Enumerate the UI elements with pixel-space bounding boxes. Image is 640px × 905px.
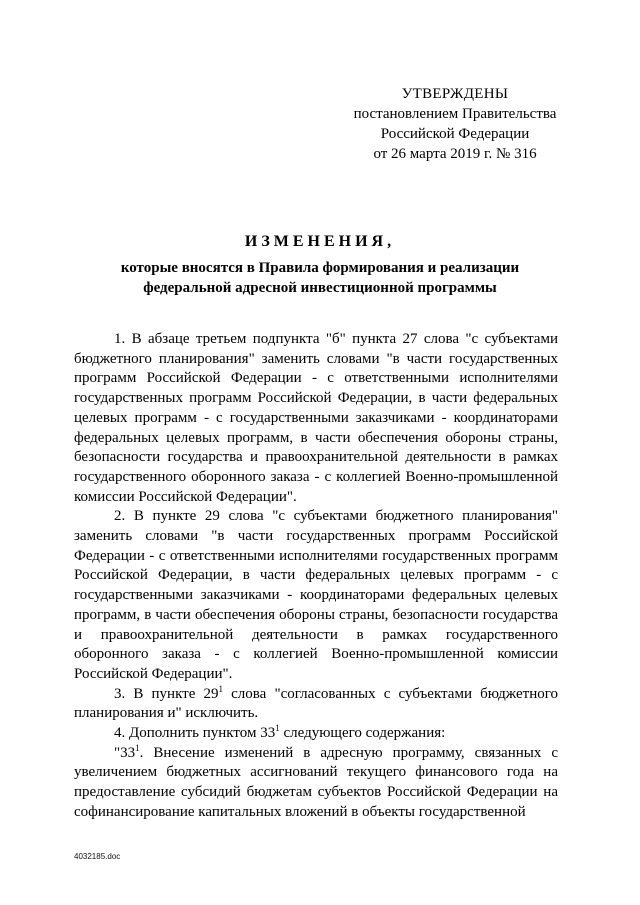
paragraph-5-start: "33	[114, 744, 136, 761]
paragraph-5-end: . Внесение изменений в адресную программу, связанных с увеличением бюджетных ассигнований текущего финансового года на предоставление субсидий бюджетам субъектов Российской Федерации на софинансирование капитальных вложений в объекты государственной	[74, 744, 558, 820]
paragraph-4-start: 4. Дополнить пунктом 33	[114, 725, 276, 742]
paragraph-3	[74, 685, 558, 724]
superscript: 1	[218, 683, 224, 694]
paragraph-4	[74, 724, 558, 744]
paragraph-3-start: 3. В пункте 29	[114, 685, 219, 702]
paragraph-3-end: слова "согласованных с субъектами бюджетного планирования и" исключить.	[74, 685, 558, 722]
file-name-footer: 4032185.doc	[74, 852, 121, 861]
approval-line-1: постановлением Правительства	[353, 106, 557, 122]
approval-line-2: Российской Федерации	[380, 126, 530, 142]
subtitle-line-1: которые вносятся в Правила формирования и реализации	[120, 260, 520, 276]
approval-date-number: от 26 марта 2019 г. № 316	[373, 146, 537, 162]
paragraph-2: 2. В пункте 29 слова "с субъектами бюджетного планирования" заменить словами "в части государственных программ Российской Федерации - с ответственными исполнителями государственных программ Российской Федерации, в части федеральных целевых программ - с государственными заказчиками - координаторами федеральных целевых программ, в части обеспечения обороны страны, безопасности государства и правоохранительной деятельности в рамках государственного оборонного заказа - с коллегией Военно-промышленной комиссии Российской Федерации".	[74, 508, 558, 682]
document-body	[74, 330, 558, 823]
document-title: ИЗМЕНЕНИЯ,	[244, 233, 396, 250]
approval-block	[330, 84, 580, 164]
paragraph-4-end: следующего содержания:	[279, 725, 446, 742]
superscript: 1	[275, 723, 280, 734]
paragraph-5	[74, 744, 558, 823]
superscript: 1	[135, 742, 140, 753]
document-subtitle	[90, 258, 550, 298]
paragraph-1: 1. В абзаце третьем подпункта "б" пункта 27 слова "с субъектами бюджетного планирования" заменить словами "в части государственных программ Российской Федерации - с ответственными исполнителями государственных программ Российской Федерации, в части федеральных целевых программ - с государственными заказчиками - координаторами федеральных целевых программ, в части обеспечения обороны страны, безопасности государства и правоохранительной деятельности в рамках государственного оборонного заказа - с коллегией Военно-промышленной комиссии Российской Федерации".	[74, 331, 558, 505]
subtitle-line-2: федеральной адресной инвестиционной программы	[143, 280, 497, 296]
approval-title: УТВЕРЖДЕНЫ	[401, 86, 509, 102]
